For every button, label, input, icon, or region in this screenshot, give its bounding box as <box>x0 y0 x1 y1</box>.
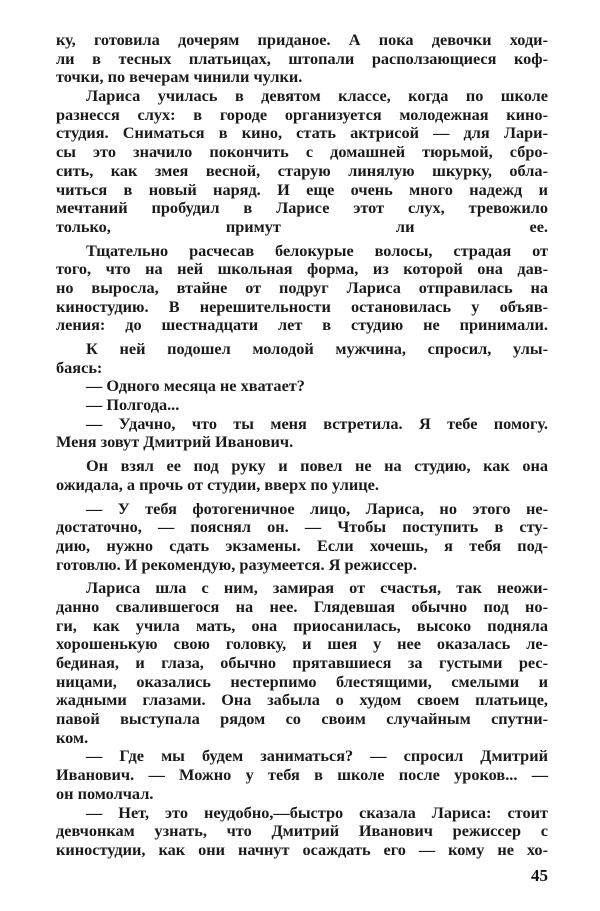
text-line: только, примут ли ее. <box>56 216 548 236</box>
text-line: девчонкам узнать, что Дмитрий Иванович режиссер с <box>56 821 548 841</box>
text-line: того, что на ней школьная форма, из которой она дав- <box>56 259 548 279</box>
text-line: К ней подошел молодой мужчина, спросил, улы- <box>86 339 548 358</box>
text-line: киностудию. В нерешительности остановилась у объяв- <box>56 296 548 316</box>
text-line: павой выступала рядом со своим случайным спутни- <box>56 709 548 729</box>
text-line: мечтаний пробудил в Ларисе этот слух, тревожило <box>56 198 548 218</box>
text-line: — Нет, это неудобно,—быстро сказала Лариса: стоит <box>86 802 548 822</box>
text-line: Лариса училась в девятом классе, когда по школе <box>86 86 548 106</box>
paragraph <box>56 377 548 396</box>
text-line: — У тебя фотогеничное лицо, Лариса, но этого не- <box>86 498 548 518</box>
text-line: сить, как змея весной, старую линялую шкурку, обла- <box>56 160 548 180</box>
page-number: 45 <box>531 866 548 885</box>
paragraph <box>56 340 548 377</box>
text-line: Меня зовут Дмитрий Иванович. <box>56 432 294 452</box>
text-line: точки, по вечерам чинили чулки. <box>56 67 303 87</box>
text-line: — Полгода... <box>86 395 180 415</box>
text-line: жадными глазами. Она забыла о худом своем платьице, <box>56 690 548 710</box>
text-line: ницами, оказались нестерпимо блестящими, смелыми и <box>56 671 548 691</box>
text-line: ги, как учила мать, она приосанилась, высоко подняла <box>56 615 548 635</box>
text-line: бединая, и глаза, обычно прятавшиеся за густыми рес- <box>56 653 548 672</box>
text-line: он помолчал. <box>56 783 154 803</box>
paragraph <box>56 31 548 87</box>
text-line: ожидала, а прочь от студии, вверх по улице. <box>56 474 379 494</box>
text-line: сы это значило покончить с домашней тюрьмой, сбро- <box>56 142 548 162</box>
text-line: но выросла, втайне от подруг Лариса отправилась на <box>56 277 548 297</box>
paragraph <box>56 457 548 494</box>
text-line: Иванович. — Можно у тебя в школе после уроков... — <box>56 765 548 785</box>
paragraph <box>56 579 548 747</box>
text-line: ления: до шестнадцати лет в студию не принимали. <box>56 315 548 335</box>
text-line: разнесся слух: в городе организуется молодежная кино- <box>56 104 548 124</box>
text-line: студия. Сниматься в кино, стать актрисой — для Лари- <box>56 123 548 143</box>
paragraph <box>56 747 548 803</box>
text-line: — Удачно, что ты меня встретила. Я тебе помогу. <box>86 413 548 433</box>
text-line: достаточно, — пояснял он. — Чтобы поступить в сту- <box>56 517 548 537</box>
text-line: готовлю. И рекомендую, разумеется. Я режиссер. <box>56 554 417 574</box>
text-line: Он взял ее под руку и повел не на студию, как она <box>86 456 548 476</box>
paragraph <box>56 804 548 860</box>
paragraph <box>56 396 548 415</box>
text-line: ку, готовила дочерям приданое. А пока девочки ходи- <box>56 30 548 49</box>
text-line: читься в новый наряд. И еще очень много надежд и <box>56 179 548 199</box>
text-line: Лариса шла с ним, замирая от счастья, так неожи- <box>86 578 548 598</box>
paragraph <box>56 87 548 237</box>
text-line: — Одного месяца не хватает? <box>86 376 305 396</box>
book-page-text <box>56 31 548 860</box>
paragraph <box>56 500 548 575</box>
text-line: дию, нужно сдать экзамены. Если хочешь, я тебя под- <box>56 535 548 555</box>
paragraph <box>56 242 548 335</box>
paragraph <box>56 415 548 452</box>
text-line: — Где мы будем заниматься? — спросил Дмитрий <box>86 746 548 766</box>
text-line: ком. <box>56 727 89 747</box>
text-line: данно свалившегося на нее. Глядевшая обычно под но- <box>56 596 548 616</box>
text-line: баясь: <box>56 357 103 377</box>
text-line: Тщательно расчесав белокурые волосы, страдая от <box>86 240 548 260</box>
text-line: ли в тесных платьицах, штопали расползающиеся коф- <box>56 48 548 68</box>
text-line: хорошенькую свою головку, и шея у нее оказалась ле- <box>56 634 548 654</box>
text-line: киностудии, как они начнут осаждать его — кому не хо- <box>56 839 548 859</box>
